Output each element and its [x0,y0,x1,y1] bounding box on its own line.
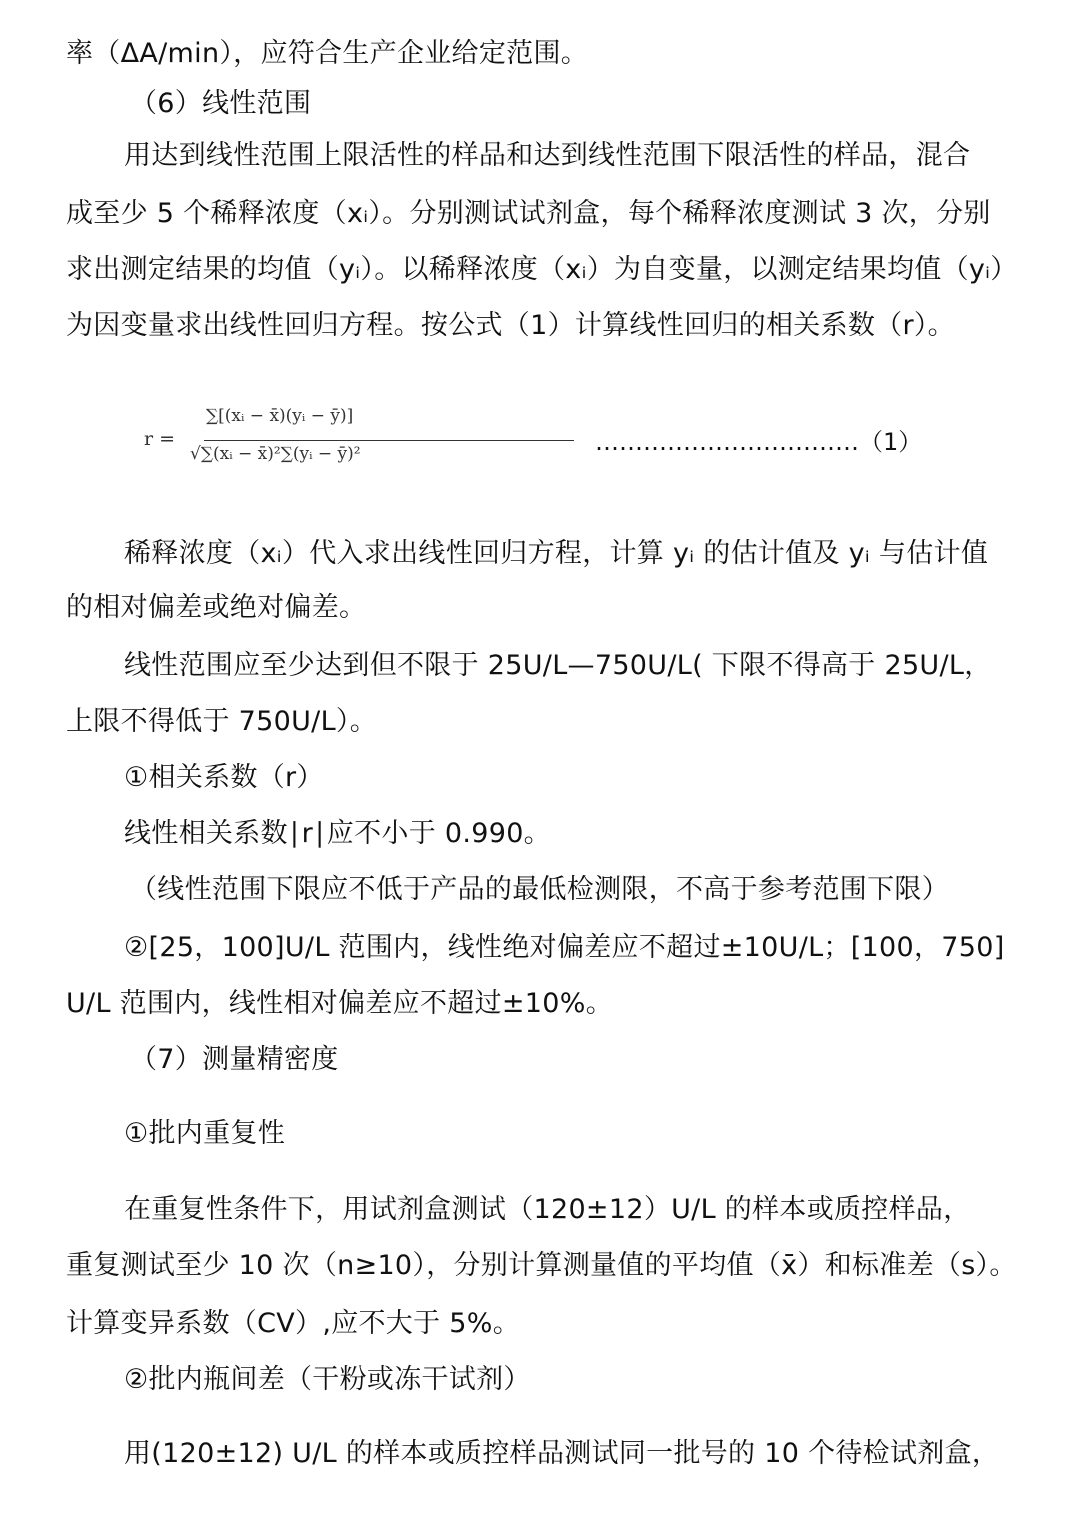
section-heading: （7）测量精密度 [130,1044,339,1075]
text-line: 稀释浓度（xᵢ）代入求出线性回归方程，计算 yᵢ 的估计值及 yᵢ 与估计值 [124,538,989,569]
text-line: 计算变异系数（CV）,应不大于 5%。 [66,1308,521,1339]
text-line: 用(120±12) U/L 的样本或质控样品测试同一批号的 10 个待检试剂盒， [124,1438,1000,1469]
formula-denominator: √∑(xᵢ − x̄)²∑(yᵢ − ȳ)² [190,444,361,464]
text-line: 为因变量求出线性回归方程。按公式（1）计算线性回归的相关系数（r）。 [66,310,955,341]
text-line: 线性相关系数∣r∣应不小于 0.990。 [124,818,551,849]
subsection-heading: ②批内瓶间差（干粉或冻干试剂） [124,1364,531,1395]
equation-number: ……………………………（1） [595,428,923,456]
text-line: U/L 范围内，线性相对偏差应不超过±10%。 [66,988,614,1019]
text-line: 重复测试至少 10 次（n≥10），分别计算测量值的平均值（x̄）和标准差（s）。 [66,1250,1017,1281]
subsection-heading: ①批内重复性 [124,1118,286,1149]
text-line: （线性范围下限应不低于产品的最低检测限，不高于参考范围下限） [130,874,949,905]
formula-lhs: r = [144,428,176,450]
text-line: ②[25，100]U/L 范围内，线性绝对偏差应不超过±10U/L；[100，750] [124,932,1005,963]
text-line: 的相对偏差或绝对偏差。 [66,592,367,623]
fraction-bar [204,440,574,441]
text-line: 上限不得低于 750U/L）。 [66,706,378,737]
text-line: ①相关系数（r） [124,762,324,793]
text-line: 成至少 5 个稀释浓度（xᵢ）。分别测试试剂盒，每个稀释浓度测试 3 次，分别 [66,198,991,229]
text-line: 在重复性条件下，用试剂盒测试（120±12）U/L 的样本或质控样品， [124,1194,971,1225]
correlation-formula [140,400,940,490]
text-line: 用达到线性范围上限活性的样品和达到线性范围下限活性的样品，混合 [124,140,971,171]
text-line: 线性范围应至少达到但不限于 25U/L—750U/L( 下限不得高于 25U/L， [124,650,992,681]
text-line: 求出测定结果的均值（yᵢ）。以稀释浓度（xᵢ）为自变量，以测定结果均值（yᵢ） [66,254,1018,285]
text-line: 率（ΔA/min），应符合生产企业给定范围。 [66,38,589,69]
formula-numerator: ∑[(xᵢ − x̄)(yᵢ − ȳ)] [206,406,354,426]
section-heading: （6）线性范围 [130,88,312,119]
